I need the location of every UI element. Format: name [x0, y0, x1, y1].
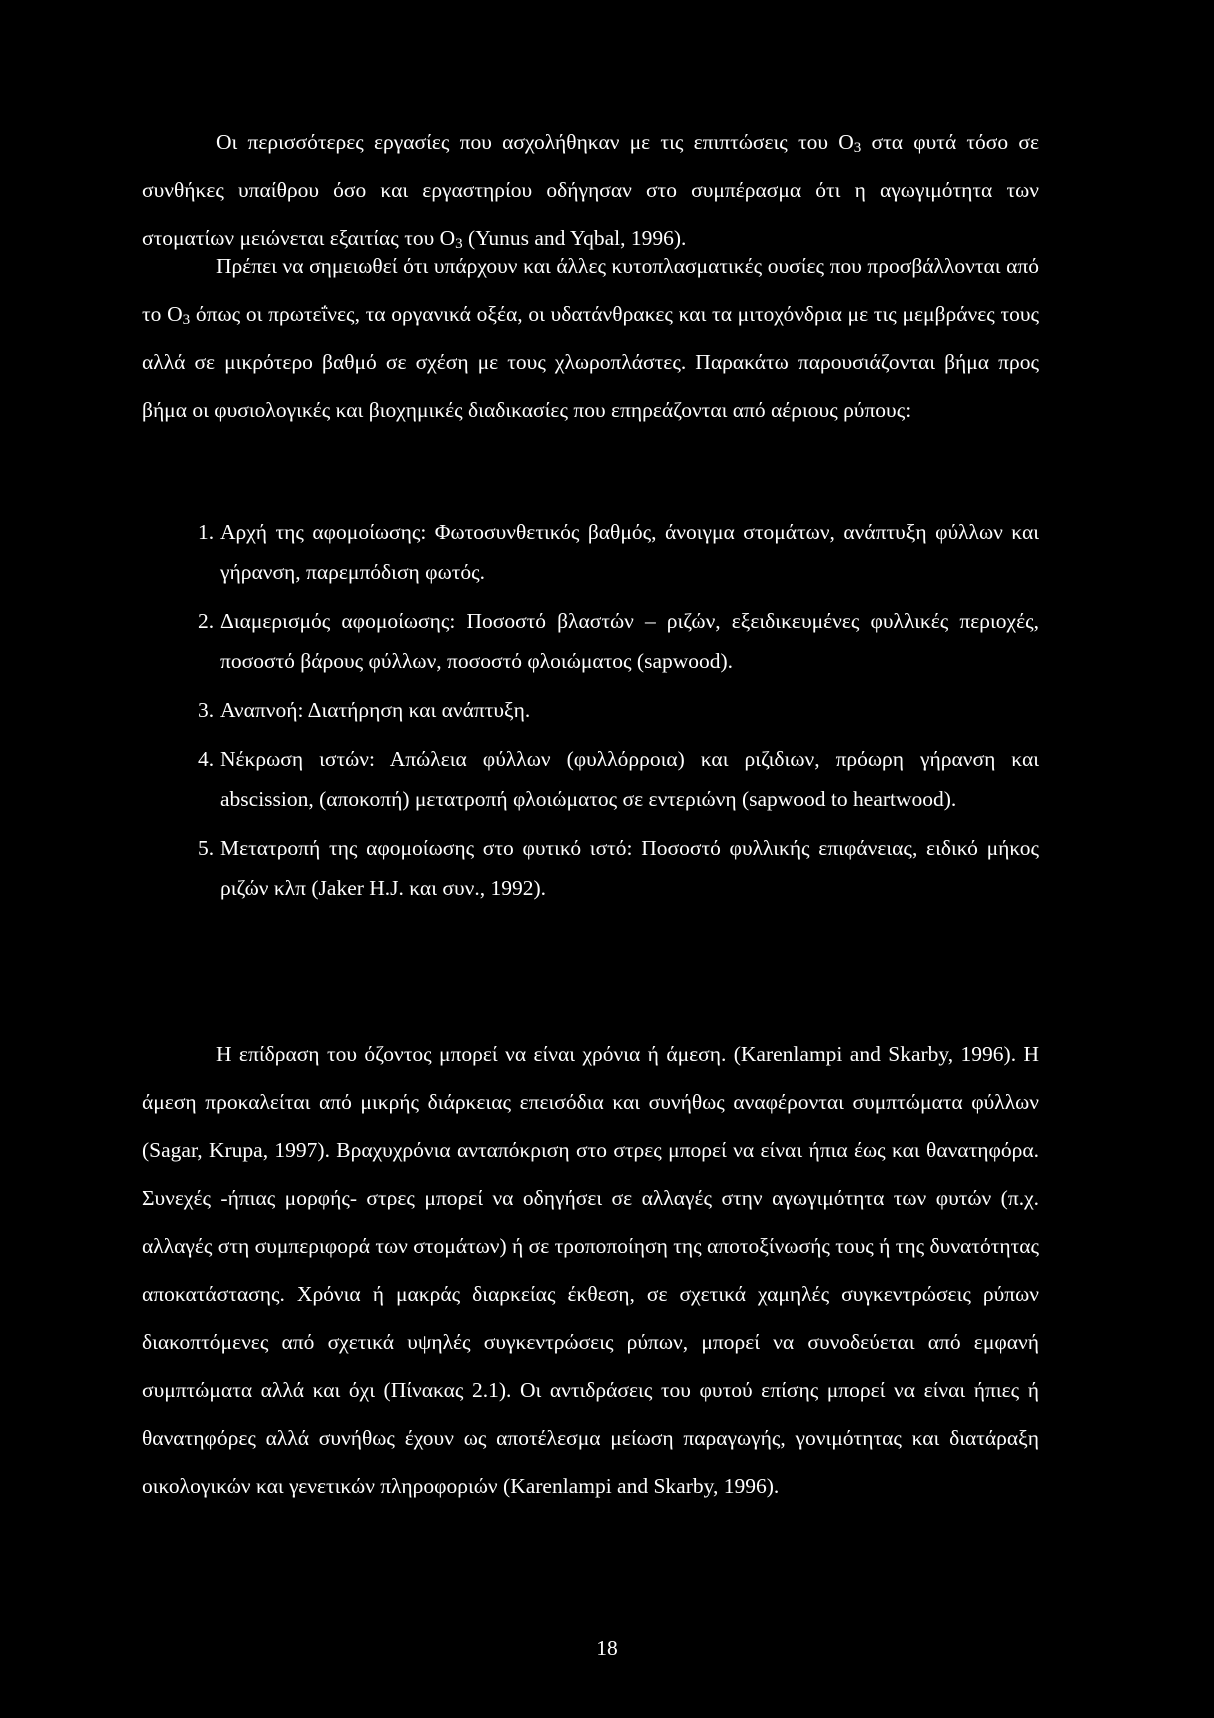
list-item-number: 3.	[198, 698, 215, 722]
subscript: 3	[455, 236, 463, 252]
text-run: Οι περισσότερες εργασίες που ασχολήθηκαν με τις επιπτώσεις του O	[216, 130, 854, 154]
list-item	[198, 828, 1039, 908]
text-run: (Yunus and Yqbal, 1996).	[462, 226, 687, 250]
list-item-number: 5.	[198, 836, 215, 860]
paragraph-ozone-stomata	[142, 118, 1039, 262]
list-item-text: Διαμερισμός αφομοίωσης: Ποσοστό βλαστών – ριζών, εξειδικευμένες φυλλικές περιοχές, ποσοστό βάρους φύλλων, ποσοστό φλοιώματος (sapwood).	[220, 609, 1039, 673]
list-item-text: Αρχή της αφομοίωσης: Φωτοσυνθετικός βαθμός, άνοιγμα στομάτων, ανάπτυξη φύλλων και γήρανση, παρεμπόδιση φωτός.	[220, 520, 1039, 584]
list-item	[198, 601, 1039, 681]
paragraph-cytoplasmic-substances	[142, 242, 1039, 434]
list-item	[198, 690, 1039, 730]
list-item-number: 4.	[198, 747, 215, 771]
list-item-number: 1.	[198, 520, 215, 544]
paragraph-ozone-effects: Η επίδραση του όζοντος μπορεί να είναι χρόνια ή άμεση. (Karenlampi and Skarby, 1996). Η άμεση προκαλείται από μικρής διάρκειας επεισόδια και συνήθως αναφέρονται συμπτώματα φύλλων (Sagar, Krupa, 1997). Βραχυχρόνια ανταπόκριση στο στρες μπορεί να είναι ήπια έως και θανατηφόρα. Συνεχές -ήπιας μορφής- στρες μπορεί να οδηγήσει σε αλλαγές στην αγωγιμότητα των φυτών (π.χ. αλλαγές στη συμπεριφορά των στομάτων) ή σε τροποποίηση της αποτοξίνωσής τους ή της δυνατότητας αποκατάστασης. Χρόνια ή μακράς διαρκείας έκθεση, σε σχετικά χαμηλές συγκεντρώσεις ρύπων διακοπτόμενες από σχετικά υψηλές συγκεντρώσεις ρύπων, μπορεί να συνοδεύεται από εμφανή συμπτώματα αλλά και όχι (Πίνακας 2.1). Οι αντιδράσεις του φυτού επίσης μπορεί να είναι ήπιες ή θανατηφόρες αλλά συνήθως έχουν ως αποτέλεσμα μείωση παραγωγής, γονιμότητας και διατάραξη οικολογικών και γενετικών πληροφοριών (Karenlampi and Skarby, 1996).	[142, 1042, 1039, 1498]
list-item-text: Μετατροπή της αφομοίωσης στο φυτικό ιστό: Ποσοστό φυλλικής επιφάνειας, ειδικό μήκος ριζών κλπ (Jaker H.J. και συν., 1992).	[220, 836, 1039, 900]
list-item	[198, 739, 1039, 819]
text-run: στα φυτά τόσο σε συνθήκες υπαίθρου όσο και εργαστηρίου οδήγησαν στο συμπέρασμα ότι η αγωγιμότητα των στοματίων μειώνεται εξαιτίας του O	[142, 130, 1039, 250]
text-run: Πρέπει να σημειωθεί ότι υπάρχουν και άλλες κυτοπλασματικές ουσίες που προσβάλλονται από το O	[142, 254, 1039, 326]
process-list	[198, 512, 1039, 908]
list-item-text: Αναπνοή: Διατήρηση και ανάπτυξη.	[220, 698, 531, 722]
subscript: 3	[853, 140, 862, 156]
text-run: όπως οι πρωτεΐνες, τα οργανικά οξέα, οι υδατάνθρακες και τα μιτοχόνδρια με τις μεμβράνες τους αλλά σε μικρότερο βαθμό σε σχέση με τους χλωροπλάστες. Παρακάτω παρουσιάζονται βήμα προς βήμα οι φυσιολογικές και βιοχημικές διαδικασίες που επηρεάζονται από αέριους ρύπους:	[142, 302, 1039, 422]
subscript: 3	[182, 312, 191, 328]
list-item-text: Νέκρωση ιστών: Απώλεια φύλλων (φυλλόρροια) και ριζιδιων, πρόωρη γήρανση και abscission, (αποκοπή) μετατροπή φλοιώματος σε εντεριώνη (sapwood to heartwood).	[220, 747, 1039, 811]
list-item	[198, 512, 1039, 592]
list-item-number: 2.	[198, 609, 215, 633]
page-number: 18	[596, 1636, 618, 1660]
